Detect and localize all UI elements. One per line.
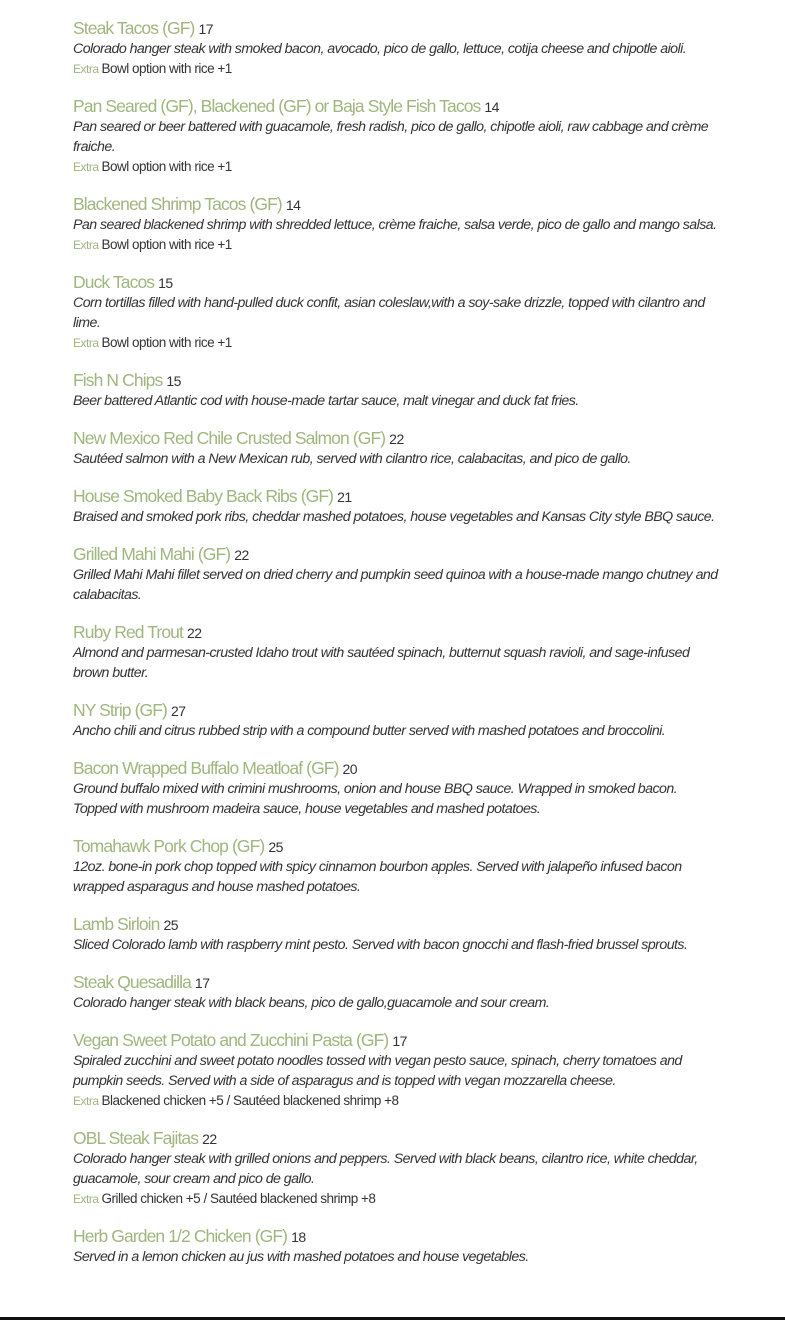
menu-item-name: Lamb Sirloin — [73, 914, 160, 934]
extra-label: Extra — [73, 1094, 99, 1108]
menu-item-description: Corn tortillas filled with hand-pulled duck confit, asian coleslaw,with a soy-sake drizzle, topped with cilantro and lime. — [73, 295, 705, 331]
menu-item — [73, 757, 723, 819]
menu-item-price: 22 — [186, 625, 202, 641]
menu-item-header — [73, 17, 723, 39]
menu-item-name: NY Strip (GF) — [73, 700, 167, 720]
menu-item-name: House Smoked Baby Back Ribs (GF) — [73, 486, 334, 506]
menu-item-price: 15 — [158, 275, 173, 291]
extra-label: Extra — [73, 238, 99, 252]
menu-item — [73, 621, 723, 683]
menu-item-description: Ancho chili and citrus rubbed strip with a compound butter served with mashed potatoes and broccolini. — [73, 723, 666, 739]
menu-item-description: Served in a lemon chicken au jus with mashed potatoes and house vegetables. — [73, 1249, 529, 1265]
menu-item — [73, 1029, 723, 1111]
menu-item-price: 22 — [389, 431, 404, 447]
menu-item — [73, 699, 723, 741]
menu-item-name: Herb Garden 1/2 Chicken (GF) — [73, 1226, 288, 1246]
menu-item-price: 21 — [337, 489, 352, 505]
menu-item-name: New Mexico Red Chile Crusted Salmon (GF) — [73, 428, 386, 448]
menu-item-name: Ruby Red Trout — [73, 622, 183, 642]
menu-item-header — [73, 271, 723, 293]
menu-item-price: 15 — [166, 373, 181, 389]
menu-item-price: 20 — [342, 761, 358, 777]
menu-item-header — [73, 369, 723, 391]
menu-list — [73, 17, 723, 1283]
menu-item-description: Spiraled zucchini and sweet potato noodles tossed with vegan pesto sauce, spinach, cherry tomatoes and pumpkin seeds. Served with a side of asparagus and is topped with vegan mozzarella cheese. — [73, 1053, 682, 1089]
extra-text: Bowl option with rice +1 — [101, 61, 232, 76]
menu-item-price: 22 — [202, 1131, 217, 1147]
menu-item-price: 22 — [234, 547, 249, 563]
menu-item-price: 14 — [484, 99, 499, 115]
extra-label: Extra — [73, 160, 99, 174]
menu-item-price: 17 — [198, 21, 214, 37]
menu-item-header — [73, 621, 723, 643]
menu-item-description: Grilled Mahi Mahi fillet served on dried cherry and pumpkin seed quinoa with a house-made mango chutney and calabacitas. — [73, 567, 718, 603]
menu-item-header — [73, 757, 723, 779]
menu-item-header — [73, 971, 723, 993]
menu-item-price: 25 — [268, 839, 283, 855]
extra-text: Bowl option with rice +1 — [101, 237, 232, 252]
menu-item — [73, 193, 723, 255]
menu-item-name: Fish N Chips — [73, 370, 163, 390]
menu-item-header — [73, 427, 723, 449]
menu-item-extra — [73, 1189, 723, 1209]
menu-item-name: Steak Quesadilla — [73, 972, 191, 992]
menu-item-description: Ground buffalo mixed with crimini mushrooms, onion and house BBQ sauce. Wrapped in smoked bacon. Topped with mushroom madeira sauce, house vegetables and mashed potatoes. — [73, 781, 678, 817]
menu-item-description: Colorado hanger steak with grilled onions and peppers. Served with black beans, cilantro rice, white cheddar, guacamole, sour cream and pico de gallo. — [73, 1151, 698, 1187]
extra-text: Bowl option with rice +1 — [101, 159, 232, 174]
menu-item-description: Sliced Colorado lamb with raspberry mint pesto. Served with bacon gnocchi and flash-fried brussel sprouts. — [73, 937, 688, 953]
menu-item-extra — [73, 333, 723, 353]
menu-item-name: Steak Tacos (GF) — [73, 18, 195, 38]
menu-item-price: 25 — [163, 917, 179, 933]
menu-item-name: Bacon Wrapped Buffalo Meatloaf (GF) — [73, 758, 339, 778]
menu-item-extra — [73, 59, 723, 79]
menu-item-extra — [73, 157, 723, 177]
menu-item-header — [73, 485, 723, 507]
menu-item — [73, 95, 723, 177]
menu-item-price: 18 — [291, 1229, 306, 1245]
menu-item-price: 27 — [170, 703, 186, 719]
menu-item-description: Colorado hanger steak with smoked bacon, avocado, pico de gallo, lettuce, cotija cheese and chipotle aioli. — [73, 41, 687, 57]
menu-item — [73, 543, 723, 605]
menu-item-description: Almond and parmesan-crusted Idaho trout with sautéed spinach, butternut squash ravioli, and sage-infused brown butter. — [73, 645, 690, 681]
menu-item-header — [73, 543, 723, 565]
menu-item-header — [73, 699, 723, 721]
menu-item — [73, 427, 723, 469]
menu-item-header — [73, 913, 723, 935]
menu-item-name: Vegan Sweet Potato and Zucchini Pasta (GF) — [73, 1030, 389, 1050]
menu-item-header — [73, 1029, 723, 1051]
menu-item-description: Colorado hanger steak with black beans, pico de gallo,guacamole and sour cream. — [73, 995, 550, 1011]
menu-item-header — [73, 193, 723, 215]
menu-item-header — [73, 835, 723, 857]
extra-label: Extra — [73, 62, 99, 76]
menu-item-name: Duck Tacos — [73, 272, 155, 292]
menu-item — [73, 1225, 723, 1267]
menu-item-extra — [73, 1091, 723, 1111]
menu-item — [73, 971, 723, 1013]
extra-label: Extra — [73, 336, 99, 350]
menu-item-name: Pan Seared (GF), Blackened (GF) or Baja Style Fish Tacos — [73, 96, 481, 116]
menu-item-name: Grilled Mahi Mahi (GF) — [73, 544, 231, 564]
extra-text: Grilled chicken +5 / Sautéed blackened shrimp +8 — [101, 1191, 376, 1206]
extra-text: Bowl option with rice +1 — [101, 335, 232, 350]
menu-item-description: Pan seared blackened shrimp with shredded lettuce, crème fraiche, salsa verde, pico de gallo and mango salsa. — [73, 217, 717, 233]
menu-item — [73, 913, 723, 955]
menu-item — [73, 17, 723, 79]
menu-item-description: Beer battered Atlantic cod with house-made tartar sauce, malt vinegar and duck fat fries. — [73, 393, 579, 409]
menu-item-name: Tomahawk Pork Chop (GF) — [73, 836, 265, 856]
menu-item-name: OBL Steak Fajitas — [73, 1128, 199, 1148]
menu-item-header — [73, 1127, 723, 1149]
menu-item-description: Sautéed salmon with a New Mexican rub, served with cilantro rice, calabacitas, and pico de gallo. — [73, 451, 631, 467]
menu-item-price: 17 — [392, 1033, 407, 1049]
menu-item-description: Braised and smoked pork ribs, cheddar mashed potatoes, house vegetables and Kansas City style BBQ sauce. — [73, 509, 715, 525]
menu-item — [73, 1127, 723, 1209]
menu-item-name: Blackened Shrimp Tacos (GF) — [73, 194, 282, 214]
menu-item-extra — [73, 235, 723, 255]
menu-item-description: 12oz. bone-in pork chop topped with spicy cinnamon bourbon apples. Served with jalapeño infused bacon wrapped asparagus and house mashed potatoes. — [73, 859, 682, 895]
menu-item-price: 17 — [194, 975, 210, 991]
extra-label: Extra — [73, 1192, 99, 1206]
menu-item-price: 14 — [285, 197, 301, 213]
menu-item — [73, 271, 723, 353]
menu-item-header — [73, 1225, 723, 1247]
extra-text: Blackened chicken +5 / Sautéed blackened shrimp +8 — [101, 1093, 399, 1108]
menu-item-description: Pan seared or beer battered with guacamole, fresh radish, pico de gallo, chipotle aioli, raw cabbage and crème fraiche. — [73, 119, 709, 155]
menu-item-header — [73, 95, 723, 117]
menu-item — [73, 369, 723, 411]
menu-item — [73, 835, 723, 897]
menu-item — [73, 485, 723, 527]
